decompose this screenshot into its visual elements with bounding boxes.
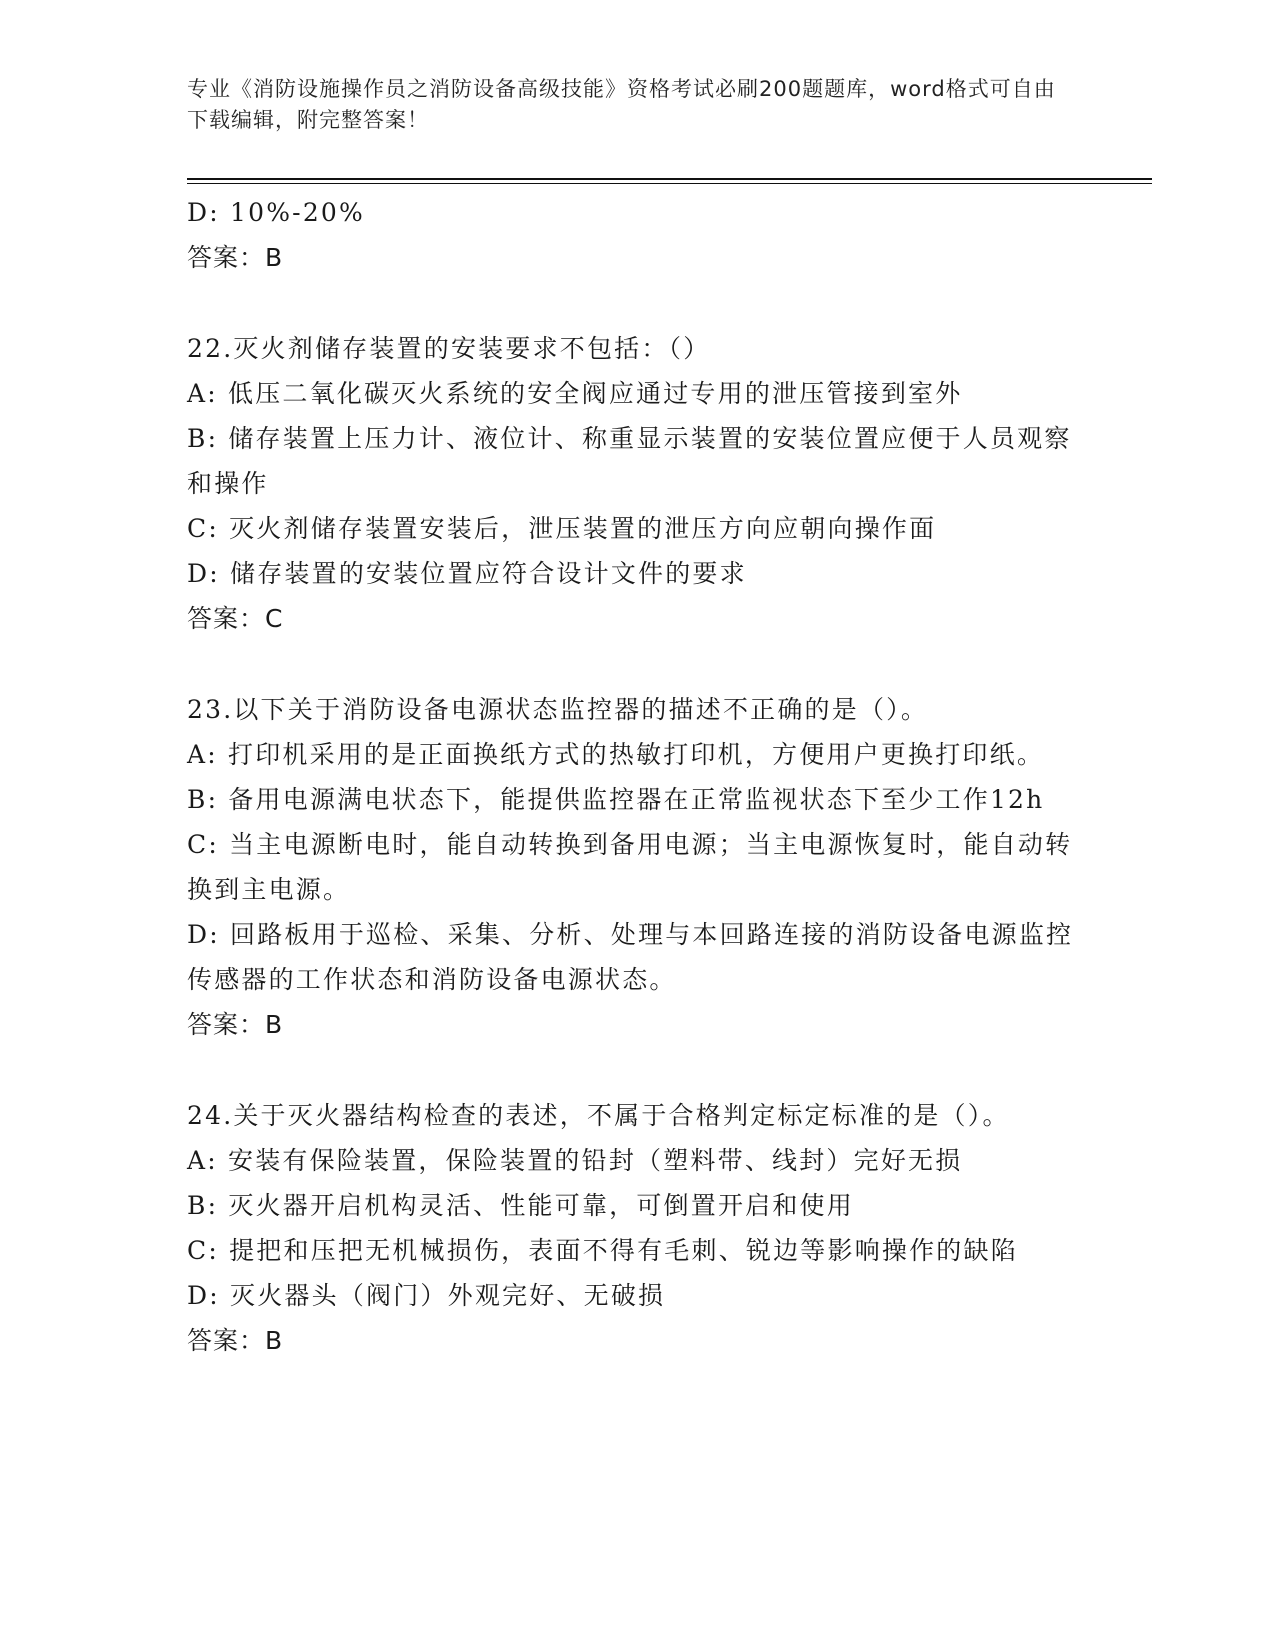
spacer xyxy=(187,1047,1087,1093)
header-divider-thin xyxy=(187,183,1152,184)
question-stem: 23.以下关于消防设备电源状态监控器的描述不正确的是（）。 xyxy=(187,695,929,724)
question-stem: 24.关于灭火器结构检查的表述，不属于合格判定标定标准的是（）。 xyxy=(187,1101,1010,1130)
question-answer: 答案：C xyxy=(187,604,284,633)
document-header xyxy=(187,74,1067,136)
spacer xyxy=(187,641,1087,687)
question-24 xyxy=(187,1093,1087,1363)
header-divider-thick xyxy=(187,178,1152,180)
option-c: C: 当主电源断电时，能自动转换到备用电源；当主电源恢复时，能自动转换到主电源。 xyxy=(187,830,1073,904)
question-answer: 答案：B xyxy=(187,1326,284,1355)
prev-answer: 答案：B xyxy=(187,243,284,272)
option-c: C: 灭火剂储存装置安装后，泄压装置的泄压方向应朝向操作面 xyxy=(187,514,937,543)
option-b: B: 备用电源满电状态下，能提供监控器在正常监视状态下至少工作12h xyxy=(187,785,1045,814)
option-b: B: 储存装置上压力计、液位计、称重显示装置的安装位置应便于人员观察和操作 xyxy=(187,424,1072,498)
option-a: A: 低压二氧化碳灭火系统的安全阀应通过专用的泄压管接到室外 xyxy=(187,379,963,408)
option-d: D: 灭火器头（阀门）外观完好、无破损 xyxy=(187,1281,666,1310)
header-text: 专业《消防设施操作员之消防设备高级技能》资格考试必刷200题题库，word格式可自由下载编辑，附完整答案！ xyxy=(187,77,1056,132)
option-d: D: 储存装置的安装位置应符合设计文件的要求 xyxy=(187,559,747,588)
spacer xyxy=(187,280,1087,326)
question-stem: 22.灭火剂储存装置的安装要求不包括：（） xyxy=(187,334,711,363)
option-d: D: 回路板用于巡检、采集、分析、处理与本回路连接的消防设备电源监控传感器的工作状态和消防设备电源状态。 xyxy=(187,920,1074,994)
question-list xyxy=(187,190,1087,1363)
question-answer: 答案：B xyxy=(187,1010,284,1039)
option-c: C: 提把和压把无机械损伤，表面不得有毛刺、锐边等影响操作的缺陷 xyxy=(187,1236,1018,1265)
option-a: A: 安装有保险装置，保险装置的铅封（塑料带、线封）完好无损 xyxy=(187,1146,963,1175)
option-a: A: 打印机采用的是正面换纸方式的热敏打印机，方便用户更换打印纸。 xyxy=(187,740,1045,769)
question-23 xyxy=(187,687,1087,1047)
prev-option-d: D: 10%-20% xyxy=(187,198,365,227)
option-b: B: 灭火器开启机构灵活、性能可靠，可倒置开启和使用 xyxy=(187,1191,854,1220)
question-22 xyxy=(187,326,1087,641)
